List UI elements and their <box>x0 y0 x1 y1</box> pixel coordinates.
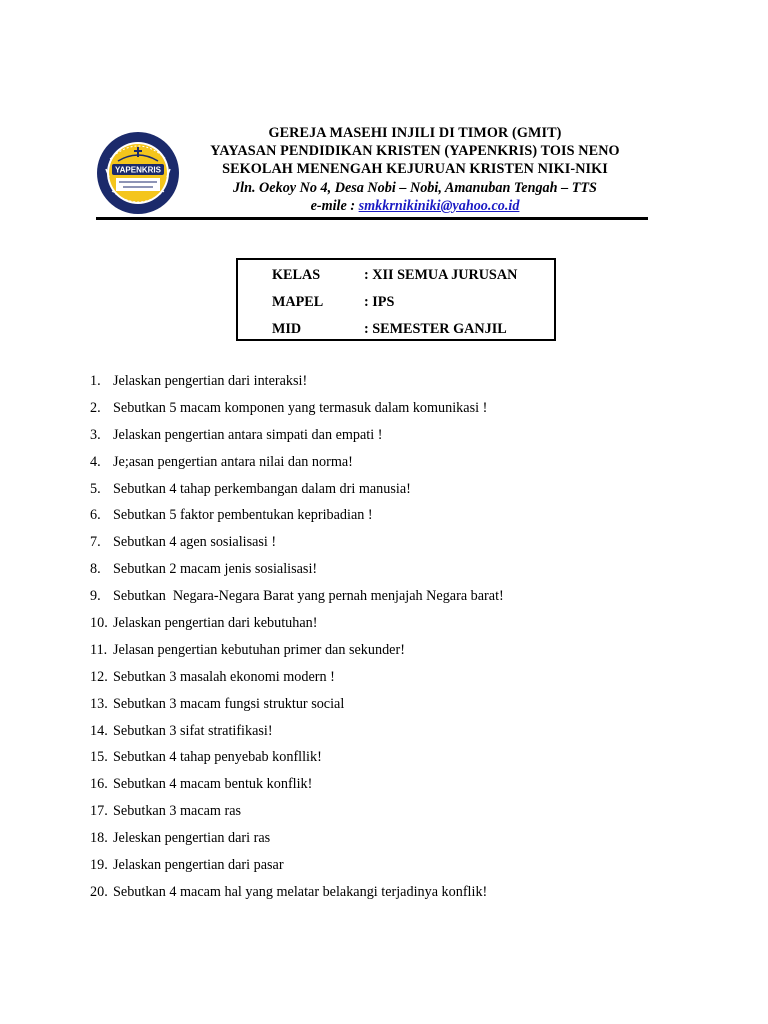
question-text: Je;asan pengertian antara nilai dan norma! <box>113 453 353 470</box>
question-item <box>90 748 504 775</box>
question-number: 17. <box>90 803 108 820</box>
question-number: 12. <box>90 668 108 685</box>
info-value: : XII SEMUA JURUSAN <box>364 267 518 283</box>
question-text: Sebutkan 4 tahap perkembangan dalam dri manusia! <box>113 480 411 497</box>
question-item <box>90 695 504 722</box>
question-item <box>90 883 504 910</box>
question-item <box>90 614 504 641</box>
email-label: e-mile : <box>310 197 359 214</box>
email-line <box>190 197 640 215</box>
question-item <box>90 560 504 587</box>
question-text: Jelaskan pengertian dari interaksi! <box>113 373 308 389</box>
question-text: Jelaskan pengertian antara simpati dan empati ! <box>113 426 383 443</box>
question-text: Sebutkan 4 tahap penyebab konfllik! <box>113 749 322 766</box>
question-text: Jeleskan pengertian dari ras <box>113 830 271 847</box>
question-text: Sebutkan Negara-Negara Barat yang pernah menjajah Negara barat! <box>113 588 504 605</box>
question-item <box>90 668 504 695</box>
question-item <box>90 641 504 668</box>
question-text: Sebutkan 5 macam komponen yang termasuk dalam komunikasi ! <box>113 399 488 416</box>
question-item <box>90 775 504 802</box>
question-number: 10. <box>90 615 108 632</box>
question-item <box>90 372 504 399</box>
question-number: 9. <box>90 588 101 605</box>
info-label: MAPEL <box>272 294 324 310</box>
exam-info-box <box>236 258 556 341</box>
question-list <box>90 372 504 910</box>
svg-text:YAPENKRIS: YAPENKRIS <box>115 165 161 175</box>
question-number: 3. <box>90 426 101 443</box>
question-item <box>90 722 504 749</box>
question-text: Jelaskan pengertian dari pasar <box>113 857 284 874</box>
question-text: Sebutkan 3 macam ras <box>113 803 242 820</box>
email-link[interactable]: smkkrnikiniki@yahoo.co.id <box>358 197 520 214</box>
yapenkris-logo <box>96 131 180 215</box>
question-number: 8. <box>90 561 101 578</box>
church-name: GEREJA MASEHI INJILI DI TIMOR (GMIT) <box>268 125 562 141</box>
header-divider <box>96 217 648 220</box>
question-item <box>90 829 504 856</box>
question-text: Sebutkan 3 masalah ekonomi modern ! <box>113 668 335 685</box>
question-number: 1. <box>90 373 101 389</box>
question-item <box>90 506 504 533</box>
question-text: Sebutkan 2 macam jenis sosialisasi! <box>113 561 318 578</box>
question-number: 4. <box>90 453 101 470</box>
info-value: : SEMESTER GANJIL <box>364 321 507 337</box>
info-label: MID <box>272 321 302 337</box>
question-number: 18. <box>90 830 108 847</box>
question-number: 15. <box>90 749 108 766</box>
question-text: Jelaskan pengertian dari kebutuhan! <box>113 615 318 632</box>
letterhead <box>190 124 640 215</box>
question-item <box>90 587 504 614</box>
info-row-kelas <box>238 267 554 287</box>
question-number: 11. <box>90 641 108 658</box>
info-row-mapel <box>238 294 554 314</box>
info-value: : IPS <box>364 294 395 310</box>
question-text: Sebutkan 5 faktor pembentukan kepribadian ! <box>113 507 373 524</box>
question-number: 7. <box>90 534 101 551</box>
question-number: 2. <box>90 399 101 416</box>
info-label: KELAS <box>272 267 321 283</box>
question-item <box>90 399 504 426</box>
question-item <box>90 426 504 453</box>
school-name: SEKOLAH MENENGAH KEJURUAN KRISTEN NIKI-NIKI <box>222 161 608 178</box>
question-item <box>90 856 504 883</box>
foundation-name: YAYASAN PENDIDIKAN KRISTEN (YAPENKRIS) TOIS NENO <box>210 143 620 160</box>
school-address: Jln. Oekoy No 4, Desa Nobi – Nobi, Amanuban Tengah – TTS <box>233 179 597 196</box>
question-number: 14. <box>90 722 108 739</box>
question-item <box>90 533 504 560</box>
question-number: 19. <box>90 857 108 874</box>
question-item <box>90 802 504 829</box>
question-number: 5. <box>90 480 101 497</box>
question-number: 13. <box>90 695 108 712</box>
question-text: Sebutkan 3 macam fungsi struktur social <box>113 695 345 712</box>
question-text: Sebutkan 4 agen sosialisasi ! <box>113 534 277 551</box>
question-text: Sebutkan 4 macam bentuk konflik! <box>113 776 313 793</box>
question-text: Sebutkan 3 sifat stratifikasi! <box>113 722 273 739</box>
question-item <box>90 480 504 507</box>
question-text: Sebutkan 4 macam hal yang melatar belakangi terjadinya konflik! <box>113 883 488 900</box>
question-number: 6. <box>90 507 101 524</box>
question-text: Jelasan pengertian kebutuhan primer dan sekunder! <box>113 641 405 658</box>
question-number: 20. <box>90 883 108 900</box>
question-item <box>90 453 504 480</box>
question-number: 16. <box>90 776 108 793</box>
info-row-mid <box>238 321 554 341</box>
